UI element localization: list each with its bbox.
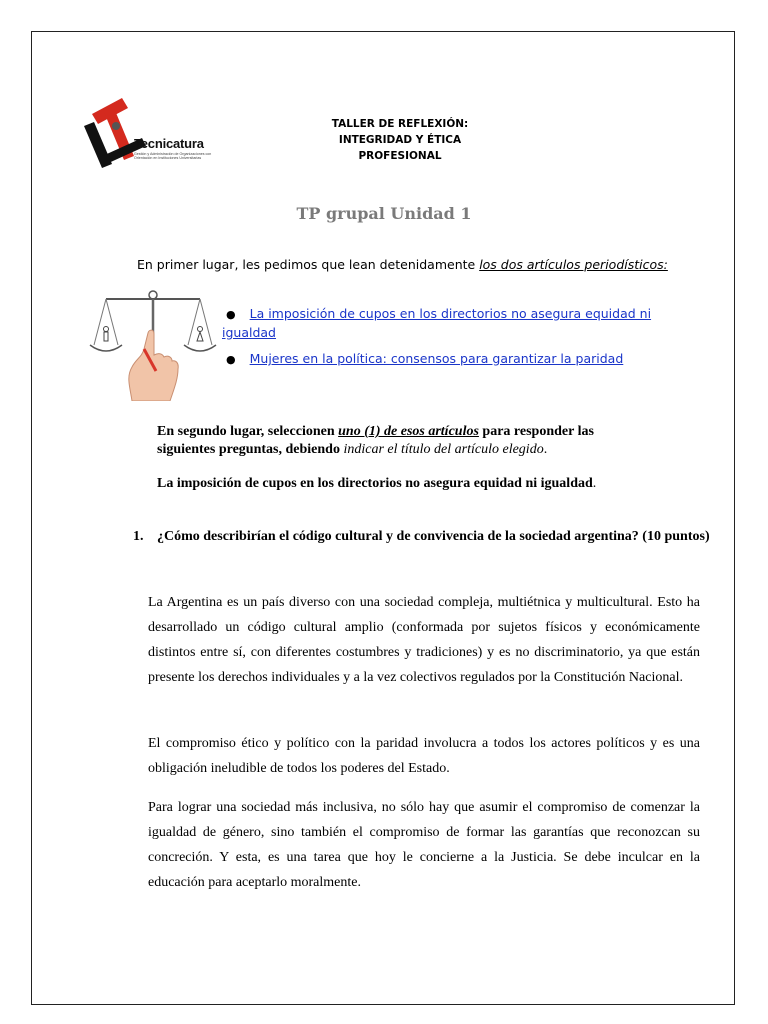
intro-text [137,257,668,272]
bullet-icon: ● [226,353,236,366]
list-item [222,305,662,342]
scales-illustration [86,283,220,401]
list-item [222,350,662,369]
header-title [290,116,510,164]
selected-article-end: . [592,476,597,491]
answer-paragraph-1: La Argentina es un país diverso con una sociedad compleja, multiétnica y multicultural. Esto ha desarrollado un código cultural amplio (conformada por sujetos físicos y económicamente distintos entre sí, con diferentes costumbres y tradiciones) y es no discriminatorio, ya que están presente los derechos individuales y a la vez colectivos regulados por la Constitución Nacional. [148,595,700,685]
article-link-2[interactable]: Mujeres en la política: consensos para garantizar la paridad [249,351,624,366]
tp-title: TP grupal Unidad 1 [296,204,472,223]
second-part-3: . [543,442,548,457]
header-line-1: TALLER DE REFLEXIÓN: [331,118,469,130]
question-1 [133,528,713,546]
second-part-1: En segundo lugar, seleccionen [157,424,339,439]
second-italic: indicar el título del artículo elegido [343,442,544,457]
article-link-1[interactable]: La imposición de cupos en los directorios no asegura equidad ni igualdad [222,306,652,340]
tecnicatura-logo [82,96,222,170]
header-line-2: INTEGRIDAD Y ÉTICA [338,134,462,146]
question-number: 1. [133,529,144,544]
intro-plain: En primer lugar, les pedimos que lean detenidamente [137,257,480,272]
second-underlined: uno (1) de esos artículos [338,424,479,439]
logo-wordmark: Tecnicatura [134,136,204,151]
question-text: ¿Cómo describirían el código cultural y de convivencia de la sociedad argentina? (10 puntos) [157,529,710,544]
intro-emphasis: los dos artículos periodísticos: [479,257,668,272]
bullet-icon: ● [226,308,236,321]
selected-article-text: La imposición de cupos en los directorios no asegura equidad ni igualdad [157,476,593,491]
article-links [222,305,662,369]
second-instruction [157,423,637,459]
second-part-2: para responder las siguientes preguntas, debiendo [157,424,594,457]
logo-subtitle: Gestión y Administración de Organizaciones con Orientación en Instituciones Universitarias [134,152,212,161]
answer-paragraph-2: El compromiso ético y político con la paridad involucra a todos los actores políticos y es una obligación ineludible de todos los poderes del Estado. [148,736,700,776]
header-line-3: PROFESIONAL [358,150,442,162]
answer-paragraph-3: Para lograr una sociedad más inclusiva, no sólo hay que asumir el compromiso de comenzar la igualdad de género, sino también el compromiso de formar las garantías que reconozcan su concreción. Y esta, es una tarea que hoy le concierne a la Justicia. Se debe inculcar en la educación para aceptarlo moralmente. [148,800,700,890]
scales-of-justice-icon [86,283,220,401]
selected-article-title [157,475,597,493]
